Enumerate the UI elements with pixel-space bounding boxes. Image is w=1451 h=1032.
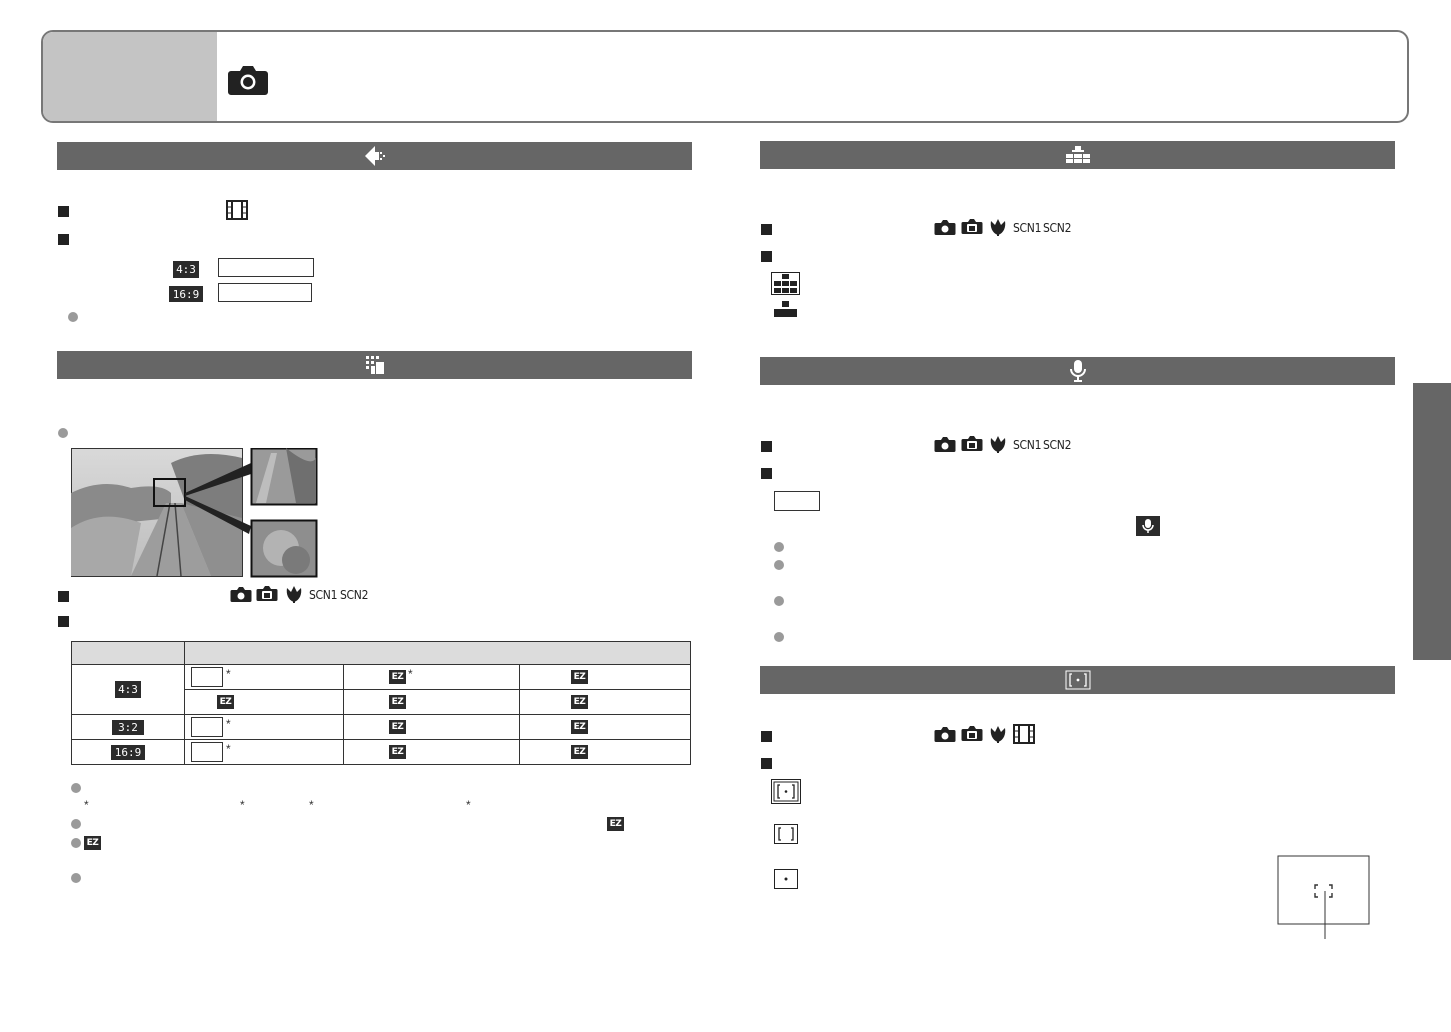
zoom-example-photo — [71, 448, 319, 578]
bullet-dot — [774, 542, 784, 552]
bullet-dot — [71, 783, 81, 793]
section-bar-af-mode — [760, 666, 1395, 694]
value-box — [191, 717, 223, 737]
value-box — [191, 742, 223, 762]
ez-badge: EZ — [84, 836, 101, 850]
ez-badge: EZ — [217, 695, 234, 709]
table-cell — [344, 715, 520, 740]
footnote-star: * — [240, 798, 245, 812]
table-row — [72, 740, 691, 765]
intelligent-auto-icon — [961, 434, 983, 453]
aspect-badge-4-3: 4:3 — [173, 261, 199, 278]
aspect-badge-16-9: 16:9 — [111, 745, 145, 760]
aspect-cell — [72, 740, 185, 765]
aspect-badge-4-3: 4:3 — [115, 681, 141, 698]
scn1-label: SCN1 — [1013, 221, 1042, 235]
ez-badge: EZ — [571, 695, 588, 709]
camera-icon — [934, 218, 956, 236]
header-frame — [41, 30, 1409, 123]
table-header-row — [72, 642, 691, 665]
side-tab — [1413, 383, 1451, 660]
value-box — [218, 258, 314, 277]
table-cell — [344, 665, 520, 690]
table-cell — [185, 690, 344, 715]
ez-badge: EZ — [389, 745, 406, 759]
macro-icon — [988, 434, 1008, 453]
table-cell — [185, 665, 344, 690]
ez-badge: EZ — [389, 720, 406, 734]
footnote-star: * — [309, 798, 314, 812]
ez-badge: EZ — [571, 745, 588, 759]
aspect-badge-16-9: 16:9 — [169, 286, 203, 302]
scn2-label: SCN2 — [1043, 221, 1072, 235]
film-icon — [226, 200, 248, 220]
grid-icon — [364, 354, 386, 376]
macro-icon — [988, 217, 1008, 236]
section-bar-extended-zoom — [57, 351, 692, 379]
blocks-multi-icon — [771, 272, 800, 295]
blocks-icon — [1065, 145, 1091, 165]
intelligent-auto-icon — [256, 584, 278, 603]
camera-icon — [934, 435, 956, 453]
table-cell — [344, 740, 520, 765]
af-frame-icon — [1065, 670, 1091, 690]
aspect-badge-3-2: 3:2 — [112, 720, 144, 735]
af-frame-diagram — [1277, 855, 1371, 941]
value-box — [191, 667, 223, 687]
arrow-back-icon — [363, 145, 387, 167]
bullet-square — [761, 441, 772, 452]
footnote-star: * — [226, 742, 231, 756]
af-area-icon — [774, 824, 798, 844]
table-header-cell — [72, 642, 185, 665]
bullet-dot — [71, 838, 81, 848]
bullet-square — [761, 251, 772, 262]
ez-badge: EZ — [389, 670, 406, 684]
mic-icon — [1136, 516, 1160, 536]
footnote-star: * — [466, 798, 471, 812]
bullet-square — [761, 758, 772, 769]
bullet-dot — [58, 428, 68, 438]
scn2-label: SCN2 — [1043, 438, 1072, 452]
footnote-star: * — [226, 667, 231, 681]
table-row — [72, 715, 691, 740]
camera-icon — [227, 62, 269, 96]
bullet-square — [761, 468, 772, 479]
zoom-table — [71, 641, 691, 765]
value-box — [774, 491, 820, 511]
table-cell — [344, 690, 520, 715]
film-icon — [1012, 724, 1036, 744]
ez-badge: EZ — [571, 720, 588, 734]
header-left-panel — [43, 32, 217, 121]
table-cell — [520, 690, 691, 715]
bullet-dot — [774, 632, 784, 642]
bullet-dot — [71, 819, 81, 829]
bullet-dot — [68, 312, 78, 322]
camera-icon — [230, 585, 252, 603]
scn1-label: SCN1 — [309, 588, 338, 602]
blocks-single-icon — [773, 300, 798, 318]
section-bar-audio — [760, 357, 1395, 385]
spot-icon — [774, 869, 798, 889]
bullet-square — [761, 731, 772, 742]
macro-icon — [284, 584, 304, 603]
table-cell — [185, 740, 344, 765]
bullet-dot — [71, 873, 81, 883]
value-box — [218, 283, 312, 302]
scn2-label: SCN2 — [340, 588, 369, 602]
table-header-cell — [185, 642, 691, 665]
aspect-cell — [72, 665, 185, 715]
ez-badge: EZ — [571, 670, 588, 684]
table-cell — [185, 715, 344, 740]
intelligent-auto-icon — [961, 724, 983, 743]
mic-icon — [1069, 359, 1087, 383]
bullet-square — [58, 591, 69, 602]
bullet-dot — [774, 596, 784, 606]
table-cell — [520, 715, 691, 740]
camera-icon — [934, 725, 956, 743]
bullet-square — [58, 206, 69, 217]
section-bar-stabilizer — [760, 141, 1395, 169]
bullet-dot — [774, 560, 784, 570]
table-cell — [520, 740, 691, 765]
table-row — [72, 665, 691, 690]
footnote-star: * — [84, 798, 89, 812]
macro-icon — [988, 724, 1008, 743]
intelligent-auto-icon — [961, 217, 983, 236]
scn1-label: SCN1 — [1013, 438, 1042, 452]
footnote-star: * — [226, 717, 231, 731]
footnote-star: * — [408, 667, 413, 681]
bullet-square — [58, 616, 69, 627]
ez-badge: EZ — [389, 695, 406, 709]
aspect-cell — [72, 715, 185, 740]
bullet-square — [58, 234, 69, 245]
af-multi-icon — [771, 779, 801, 804]
ez-badge: EZ — [607, 817, 624, 831]
bullet-square — [761, 224, 772, 235]
section-bar-video-quality — [57, 142, 692, 170]
table-cell — [520, 665, 691, 690]
